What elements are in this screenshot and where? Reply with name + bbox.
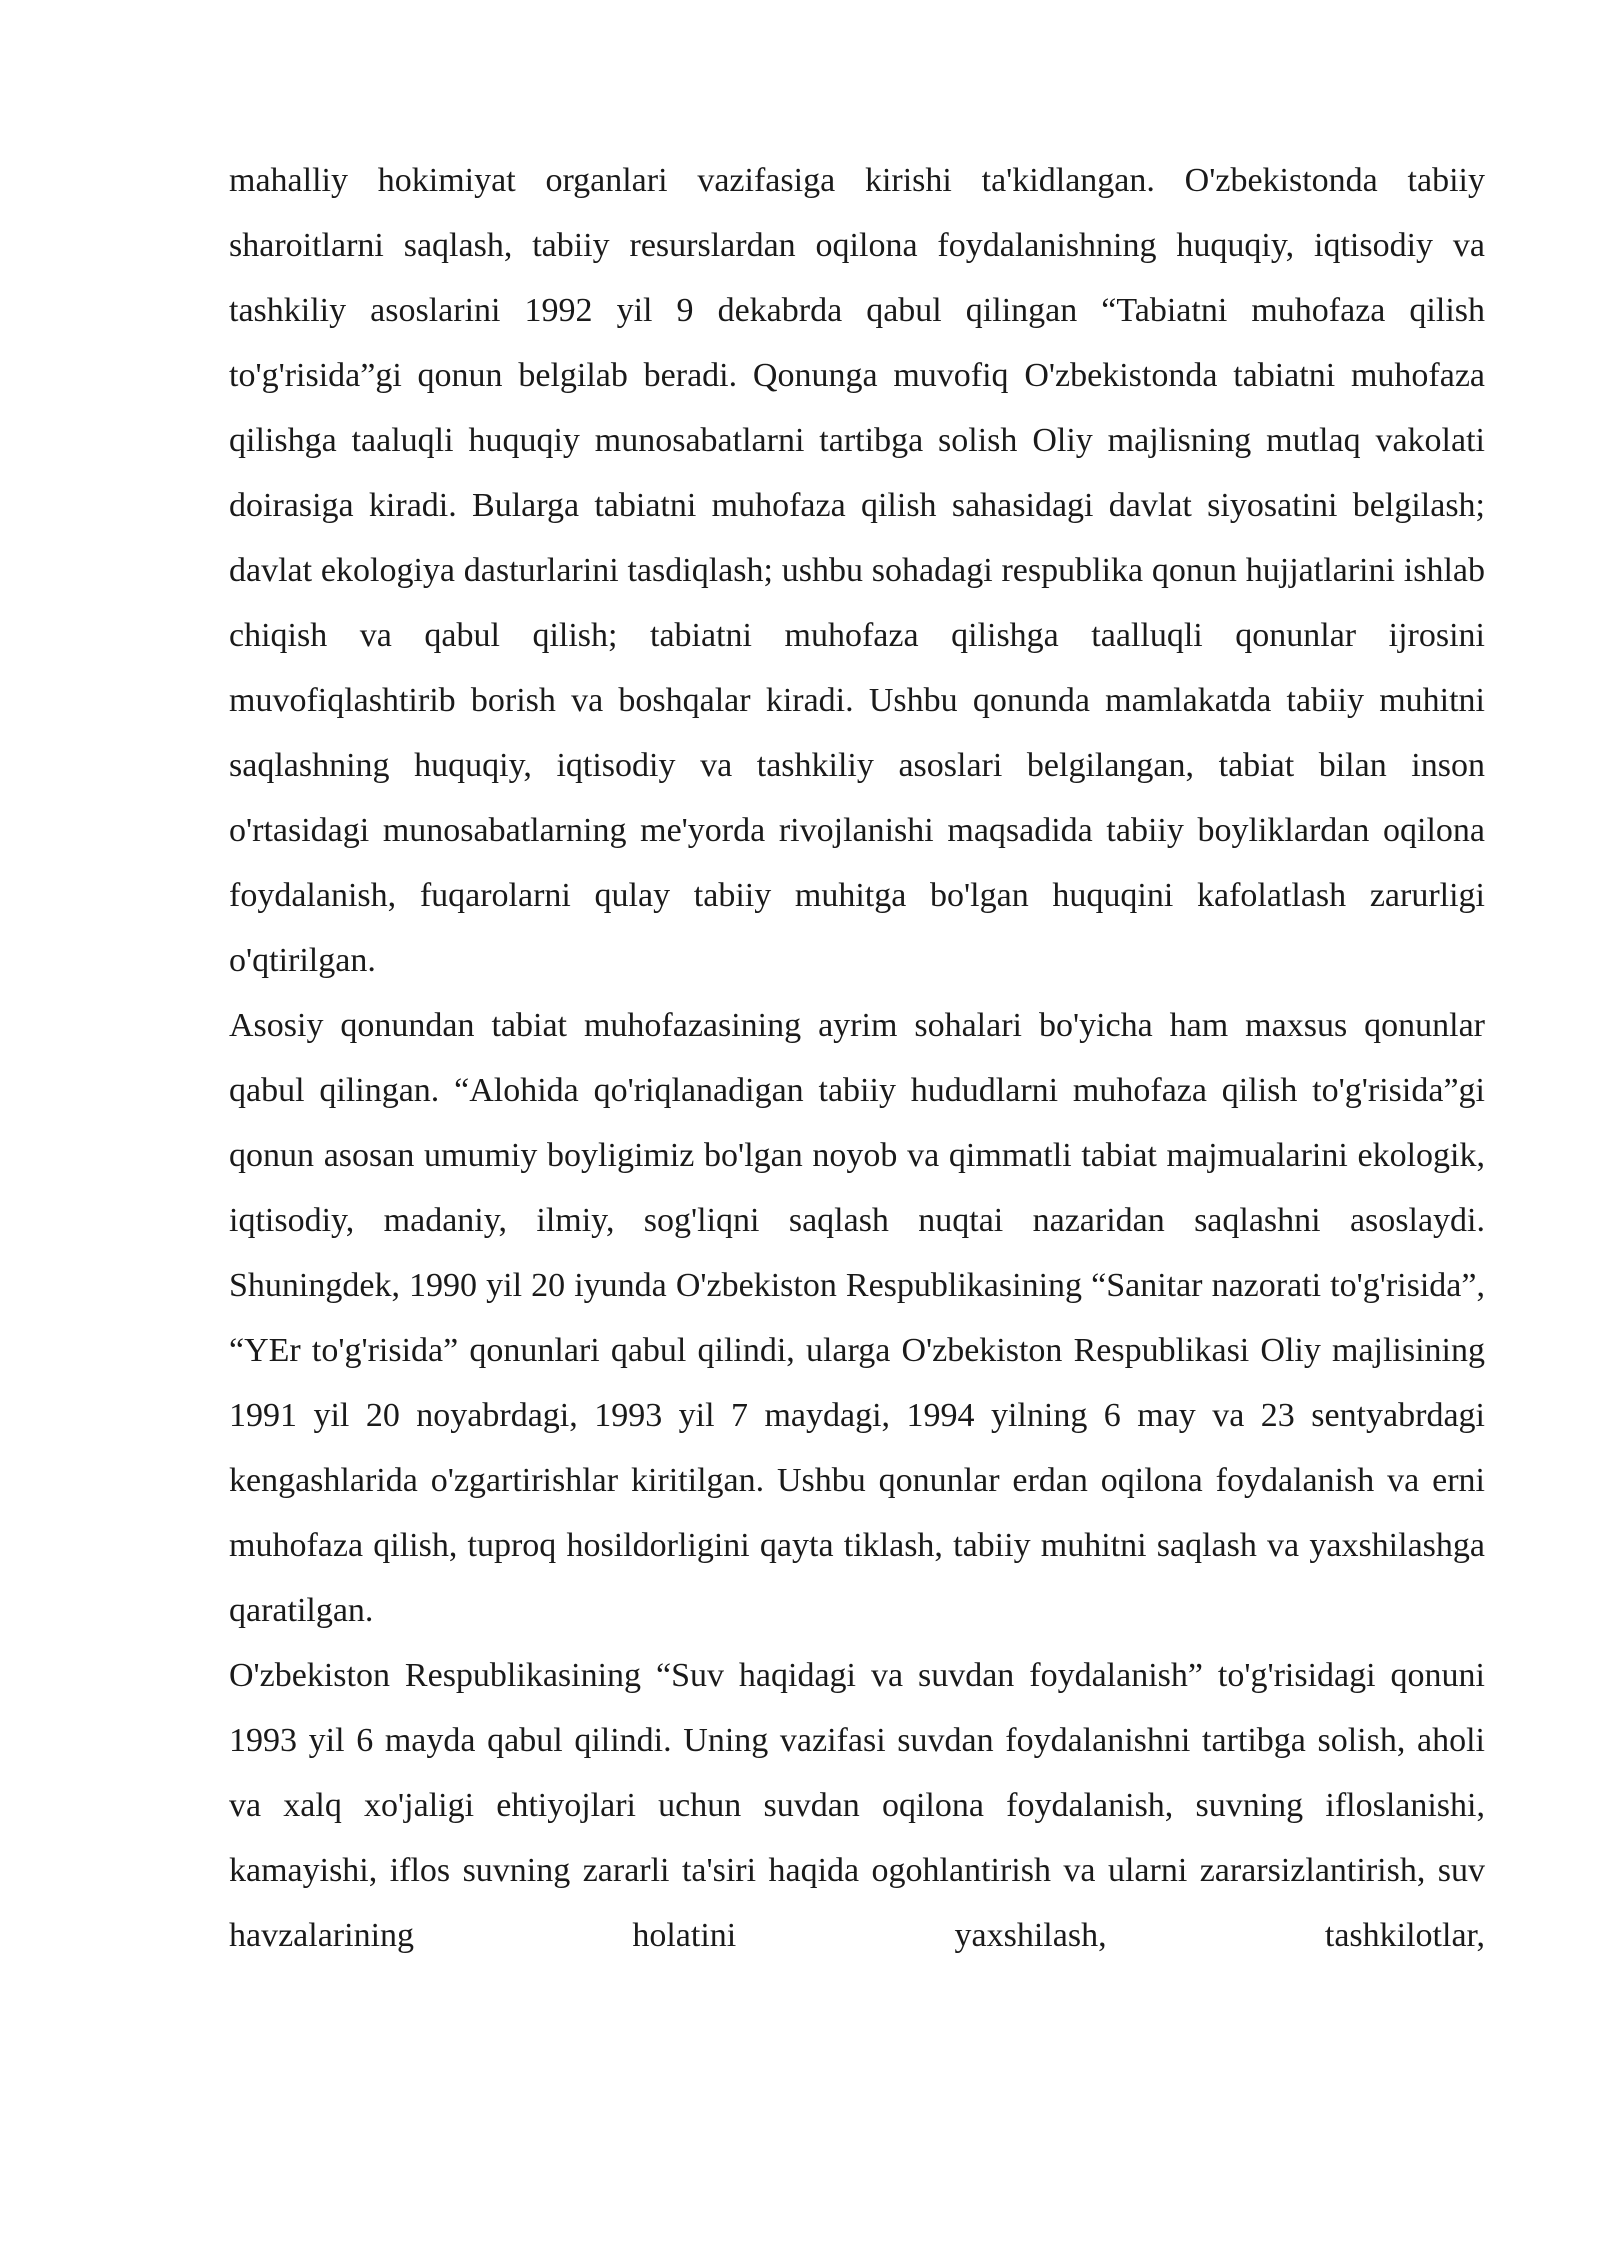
paragraph-3: O'zbekiston Respublikasining “Suv haqidagi va suvdan foydalanish” to'g'risidagi qonuni 1993 yil 6 mayda qabul qilindi. Uning vazifasi suvdan foydalanishni tartibga solish, aholi va xalq xo'jaligi ehtiyojlari uchun suvdan oqilona foydalanish, suvning ifloslanishi, kamayishi, iflos suvning zararli ta'siri haqida ogohlantirish va ularni zararsizlantirish, suv havzalarining holatini yaxshilash, tashkilotlar,	[229, 1657, 1485, 1954]
paragraph-2: Asosiy qonundan tabiat muhofazasining ayrim sohalari bo'yicha ham maxsus qonunlar qabul qilingan. “Alohida qo'riqlanadigan tabiiy hududlarni muhofaza qilish to'g'risida”gi qonun asosan umumiy boyligimiz bo'lgan noyob va qimmatli tabiat majmualarini ekologik, iqtisodiy, madaniy, ilmiy, sog'liqni saqlash nuqtai nazaridan saqlashni asoslaydi. Shuningdek, 1990 yil 20 iyunda O'zbekiston Respublikasining “Sanitar nazorati to'g'risida”, “YEr to'g'risida” qonunlari qabul qilindi, ularga O'zbekiston Respublikasi Oliy majlisining 1991 yil 20 noyabrdagi, 1993 yil 7 maydagi, 1994 yilning 6 may va 23 sentyabrdagi kengashlarida o'zgartirishlar kiritilgan. Ushbu qonunlar erdan oqilona foydalanish va erni muhofaza qilish, tuproq hosildorligini qayta tiklash, tabiiy muhitni saqlash va yaxshilashga qaratilgan.	[229, 1007, 1485, 1629]
paragraph-1: mahalliy hokimiyat organlari vazifasiga kirishi ta'kidlangan. O'zbekistonda tabiiy sharoitlarni saqlash, tabiiy resurslardan oqilona foydalanishning huquqiy, iqtisodiy va tashkiliy asoslarini 1992 yil 9 dekabrda qabul qilingan “Tabiatni muhofaza qilish to'g'risida”gi qonun belgilab beradi. Qonunga muvofiq O'zbekistonda tabiatni muhofaza qilishga taaluqli huquqiy munosabatlarni tartibga solish Oliy majlisning mutlaq vakolati doirasiga kiradi. Bularga tabiatni muhofaza qilish sahasidagi davlat siyosatini belgilash; davlat ekologiya dasturlarini tasdiqlash; ushbu sohadagi respublika qonun hujjatlarini ishlab chiqish va qabul qilish; tabiatni muhofaza qilishga taalluqli qonunlar ijrosini muvofiqlashtirib borish va boshqalar kiradi. Ushbu qonunda mamlakatda tabiiy muhitni saqlashning huquqiy, iqtisodiy va tashkiliy asoslari belgilangan, tabiat bilan inson o'rtasidagi munosabatlarning me'yorda rivojlanishi maqsadida tabiiy boyliklardan oqilona foydalanish, fuqarolarni qulay tabiiy muhitga bo'lgan huquqini kafolatlash zarurligi o'qtirilgan.	[229, 162, 1485, 979]
document-body	[229, 148, 1485, 1968]
